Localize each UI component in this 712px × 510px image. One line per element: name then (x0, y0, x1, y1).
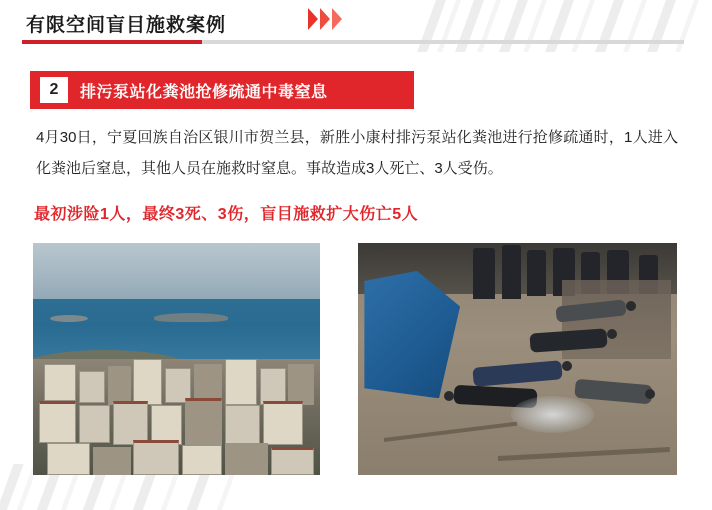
header-divider-accent (22, 40, 202, 44)
case-highlight-summary: 最初涉险1人，最终3死、3伤，盲目施救扩大伤亡5人 (34, 206, 419, 223)
page-title: 有限空间盲目施救案例 (26, 15, 227, 36)
case-description-paragraph: 4月30日，宁夏回族自治区银川市贺兰县，新胜小康村排污泵站化粪池进行抢修疏通时，1人进入化粪池后窒息，其他人员在施救时窒息。事故造成3人死亡、3人受伤。 (36, 129, 678, 177)
double-chevron-right-icon (308, 8, 342, 30)
slide-header (0, 0, 712, 52)
coastal-town-photo (33, 243, 320, 475)
photo-island-small (50, 315, 87, 322)
case-title-label: 排污泵站化粪池抢修疏通中毒窒息 (80, 83, 328, 101)
accident-scene-photo (358, 243, 677, 475)
scene-water-splash (511, 396, 594, 433)
case-title-bar (30, 71, 414, 109)
case-number-badge: 2 (40, 77, 68, 103)
photo-island (154, 313, 229, 322)
